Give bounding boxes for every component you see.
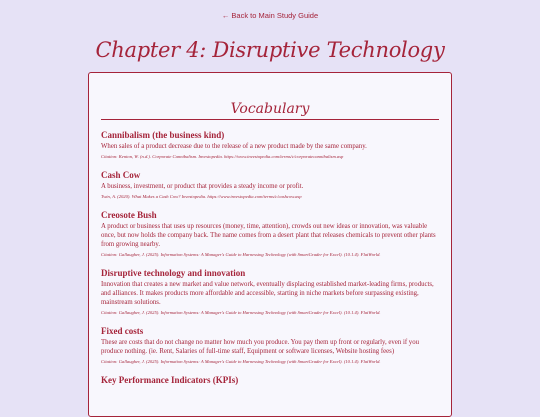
vocabulary-card <box>88 72 452 417</box>
term-name: Fixed costs <box>101 326 144 336</box>
back-to-main-link[interactable]: ← Back to Main Study Guide <box>221 11 319 20</box>
term-definition: A product or business that uses up resources (money, time, attention), crowds out new ideas or innovation, was valuable once, but now holds the company back. The name comes from a desert plant that releases chemicals to prevent other plants from growing nearby. <box>101 223 436 248</box>
term-definition: Innovation that creates a new market and value network, eventually displacing established market-leading firms, products, and alliances. It makes products more affordable and accessible, starting in niche markets before surpassing existing, mainstream solutions. <box>101 281 434 306</box>
page-title: Chapter 4: Disruptive Technology <box>95 38 445 62</box>
term-name: Cash Cow <box>101 170 141 180</box>
term-citation: Citation: Gallaugher, J. (2025). Information Systems: A Manager's Guide to Harnessing Technology (with SmartGrader for Excel). (10.1.4). FlatWorld. <box>101 310 381 315</box>
term-cash-cow <box>101 170 439 200</box>
term-name: Creosote Bush <box>101 210 157 220</box>
term-definition: These are costs that do not change no matter how much you produce. You pay them up front or regularly, even if you produce nothing. (ie. Rent, Salaries of full-time staff, Equipment or software licenses, Website hosting fees) <box>101 339 419 355</box>
term-fixed-costs <box>101 326 439 365</box>
term-citation: Twin, A. (2020). What Makes a Cash Cow? Investopedia. https://www.investopedia.com/terms/c/cashcow.asp <box>101 194 302 199</box>
term-name: Key Performance Indicators (KPIs) <box>101 375 239 385</box>
term-definition: A business, investment, or product that provides a steady income or profit. <box>101 183 304 190</box>
term-kpis <box>101 375 439 385</box>
term-citation: Citation: Gallaugher, J. (2025). Information Systems: A Manager's Guide to Harnessing Technology (with SmartGrader for Excel). (10.1.4). FlatWorld. <box>101 252 381 257</box>
term-citation: Citation: Kenton, W. (n.d.). Corporate Cannibalism. Investopedia. https://www.investopedia.com/terms/c/corporatecannibalism.asp <box>101 154 344 159</box>
term-definition: When sales of a product decrease due to the release of a new product made by the same company. <box>101 143 367 150</box>
term-disruptive-technology <box>101 268 439 316</box>
vocabulary-heading: Vocabulary <box>101 101 439 120</box>
term-name: Cannibalism (the business kind) <box>101 130 225 140</box>
term-name: Disruptive technology and innovation <box>101 268 246 278</box>
term-cannibalism <box>101 130 439 160</box>
term-citation: Citation: Gallaugher, J. (2025). Information Systems: A Manager's Guide to Harnessing Technology (with SmartGrader for Excel). (10.1.4). FlatWorld. <box>101 359 381 364</box>
term-creosote-bush <box>101 210 439 258</box>
